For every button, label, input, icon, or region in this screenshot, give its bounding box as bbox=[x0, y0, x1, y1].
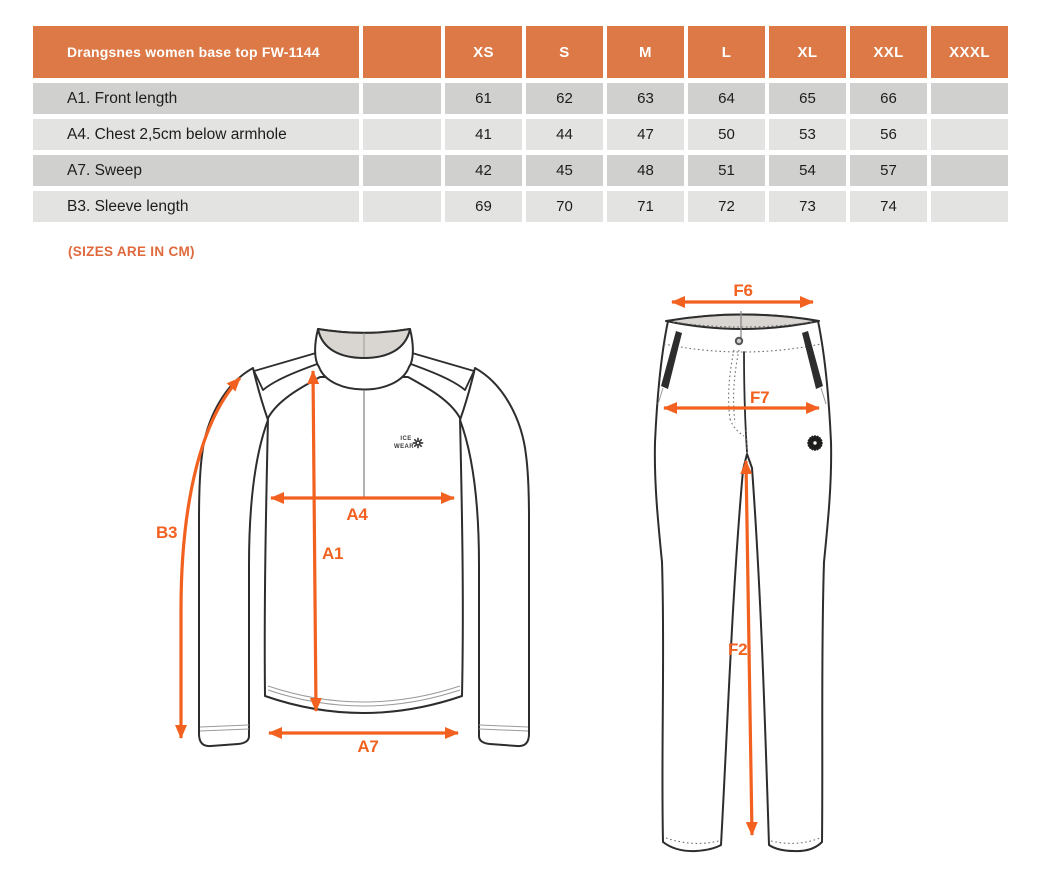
icewear-logo-line1: ICE bbox=[400, 436, 412, 442]
measurement-arrow-f6 bbox=[672, 281, 813, 302]
measurement-label-f7: F7 bbox=[750, 388, 770, 407]
row-label: A1. Front length bbox=[33, 83, 359, 114]
size-header-xs: XS bbox=[445, 26, 522, 78]
size-value-cell: 69 bbox=[445, 191, 522, 222]
size-value-cell: 71 bbox=[607, 191, 684, 222]
size-value-cell: 42 bbox=[445, 155, 522, 186]
measurement-label-a7: A7 bbox=[357, 737, 379, 756]
size-value-cell: 70 bbox=[526, 191, 603, 222]
size-value-cell: 74 bbox=[850, 191, 927, 222]
blank-cell bbox=[363, 83, 441, 114]
row-label: A4. Chest 2,5cm below armhole bbox=[33, 119, 359, 150]
row-label: A7. Sweep bbox=[33, 155, 359, 186]
size-value-cell: 73 bbox=[769, 191, 846, 222]
size-value-cell: 61 bbox=[445, 83, 522, 114]
size-value-cell: 44 bbox=[526, 119, 603, 150]
pants-diagram bbox=[645, 281, 845, 861]
measurement-label-f6: F6 bbox=[733, 281, 753, 300]
table-title: Drangsnes women base top FW-1144 bbox=[33, 26, 359, 78]
measurement-label-f2: F2 bbox=[728, 640, 748, 659]
size-value-cell: 53 bbox=[769, 119, 846, 150]
measurement-label-b3: B3 bbox=[156, 523, 178, 542]
size-value-cell: 41 bbox=[445, 119, 522, 150]
size-value-cell: 47 bbox=[607, 119, 684, 150]
size-value-cell: 51 bbox=[688, 155, 765, 186]
size-value-cell: 63 bbox=[607, 83, 684, 114]
size-value-cell: 48 bbox=[607, 155, 684, 186]
row-label: B3. Sleeve length bbox=[33, 191, 359, 222]
size-value-cell: 72 bbox=[688, 191, 765, 222]
size-value-cell: 56 bbox=[850, 119, 927, 150]
size-header-xl: XL bbox=[769, 26, 846, 78]
size-value-cell: 66 bbox=[850, 83, 927, 114]
size-header-xxl: XXL bbox=[850, 26, 927, 78]
size-header-m: M bbox=[607, 26, 684, 78]
right-sleeve bbox=[460, 368, 529, 746]
table-header-row bbox=[33, 26, 1008, 78]
size-value-cell bbox=[931, 191, 1008, 222]
base-top-diagram bbox=[150, 322, 532, 762]
blank-header-cell bbox=[363, 26, 441, 78]
measurement-label-a1: A1 bbox=[322, 544, 344, 563]
size-value-cell: 65 bbox=[769, 83, 846, 114]
sizes-in-cm-note: (SIZES ARE IN CM) bbox=[68, 244, 195, 259]
size-header-xxxl: XXXL bbox=[931, 26, 1008, 78]
icewear-logo-flower bbox=[414, 439, 423, 448]
size-header-s: S bbox=[526, 26, 603, 78]
pants-outline bbox=[655, 315, 831, 852]
blank-cell bbox=[363, 119, 441, 150]
pants-logo-flower bbox=[809, 437, 822, 450]
icewear-logo-line2: WEAR bbox=[394, 444, 414, 450]
size-value-cell: 57 bbox=[850, 155, 927, 186]
table-row-chest bbox=[33, 119, 1008, 150]
size-table bbox=[29, 21, 1012, 227]
size-value-cell: 64 bbox=[688, 83, 765, 114]
size-value-cell: 54 bbox=[769, 155, 846, 186]
measurement-label-a4: A4 bbox=[346, 505, 368, 524]
blank-cell bbox=[363, 155, 441, 186]
size-value-cell: 62 bbox=[526, 83, 603, 114]
table-row-sweep bbox=[33, 155, 1008, 186]
size-value-cell bbox=[931, 155, 1008, 186]
size-value-cell bbox=[931, 83, 1008, 114]
size-header-l: L bbox=[688, 26, 765, 78]
size-value-cell: 45 bbox=[526, 155, 603, 186]
waist-button bbox=[736, 338, 742, 344]
table-row-front-length bbox=[33, 83, 1008, 114]
size-value-cell: 50 bbox=[688, 119, 765, 150]
table-row-sleeve-length bbox=[33, 191, 1008, 222]
measurement-arrow-a7 bbox=[269, 733, 458, 756]
size-value-cell bbox=[931, 119, 1008, 150]
blank-cell bbox=[363, 191, 441, 222]
